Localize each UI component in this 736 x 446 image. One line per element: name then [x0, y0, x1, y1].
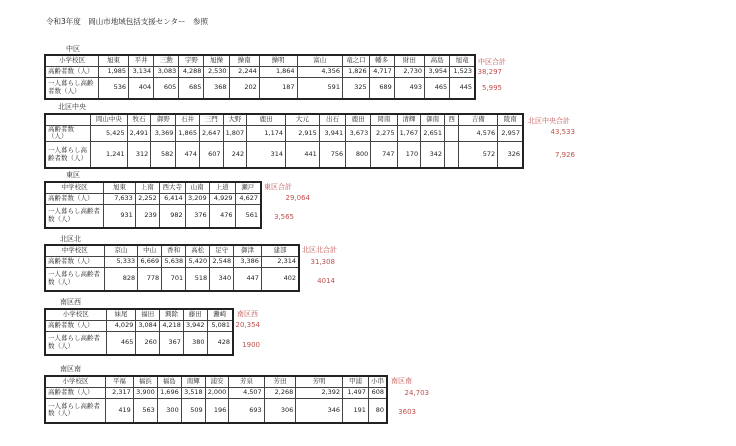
column-header: 中山: [138, 245, 162, 257]
cell-living-alone: 402: [261, 268, 299, 291]
cell-elderly: 5,420: [186, 257, 210, 268]
row-label-living-alone: 一人暮らし高齢者数（人）: [45, 399, 106, 423]
cell-elderly: 3,900: [133, 388, 157, 399]
cell-living-alone: 756: [319, 141, 345, 168]
row-label-living-alone: 一人暮らし高齢者数（人）: [45, 268, 104, 291]
cell-elderly: 6,414: [159, 194, 185, 205]
cell-living-alone: 607: [199, 141, 223, 168]
row-label-elderly: 高齢者数（人）: [45, 126, 91, 142]
column-header: 瀬戸: [235, 182, 261, 194]
cell-living-alone: 685: [179, 78, 204, 99]
row-label-living-alone: 一人暮らし高齢者数（人）: [45, 205, 104, 228]
table-row-living-alone: [45, 268, 299, 291]
column-header: 幡多: [369, 55, 394, 67]
cell-living-alone: 561: [235, 205, 261, 228]
cell-living-alone: 428: [207, 332, 233, 355]
total-label-minami-minami: 南区南: [391, 377, 412, 385]
cell-elderly: 4,288: [179, 67, 204, 78]
cell-elderly: 608: [368, 388, 387, 399]
total-row2-kita-chuo: 7,926: [554, 151, 575, 159]
column-header: 福島: [157, 376, 181, 388]
total-row1-kita-chuo: 43,533: [550, 128, 575, 136]
cell-elderly: 2,244: [229, 67, 259, 78]
cell-elderly: 2,651: [421, 126, 445, 142]
cell-living-alone: 476: [209, 205, 235, 228]
cell-elderly: 1,767: [397, 126, 421, 142]
cell-living-alone: 701: [162, 268, 186, 291]
cell-living-alone: 80: [368, 399, 387, 423]
total-row2-minami-nishi: 1900: [242, 341, 260, 349]
cell-elderly: 2,548: [210, 257, 234, 268]
cell-living-alone: 445: [450, 78, 475, 99]
cell-elderly: 1,826: [342, 67, 369, 78]
table-row-living-alone: [45, 78, 475, 99]
cell-living-alone: 239: [135, 205, 159, 228]
cell-elderly: 3,941: [319, 126, 345, 142]
table-row-living-alone: [45, 205, 261, 228]
table-header-row: [45, 114, 523, 126]
cell-living-alone: 982: [159, 205, 185, 228]
cell-living-alone: 368: [204, 78, 229, 99]
corner-cell: [45, 114, 91, 126]
cell-elderly: 4,627: [235, 194, 261, 205]
cell-living-alone: 518: [186, 268, 210, 291]
table-naka: [44, 54, 476, 100]
corner-cell: 小学校区: [45, 309, 106, 321]
cell-living-alone: 170: [397, 141, 421, 168]
total-label-minami-nishi: 南区西: [237, 310, 258, 318]
column-header: 上道: [209, 182, 235, 194]
table-header-row: [45, 245, 299, 257]
total-row2-minami-minami: 3603: [398, 408, 416, 416]
cell-elderly: 3,518: [181, 388, 205, 399]
table-kita-chuo: [44, 113, 524, 169]
cell-elderly: 2,000: [205, 388, 229, 399]
column-header: 岡南: [371, 114, 397, 126]
table-higashi: [44, 181, 262, 229]
column-header: 興除: [159, 309, 183, 321]
row-label-elderly: 高齢者数（人）: [45, 388, 106, 399]
cell-elderly: 4,356: [297, 67, 342, 78]
cell-elderly: 3,083: [154, 67, 179, 78]
cell-living-alone: 563: [133, 399, 157, 423]
table-header-row: [45, 182, 261, 194]
column-header: 京山: [104, 245, 138, 257]
cell-living-alone: 582: [151, 141, 176, 168]
cell-living-alone: 419: [106, 399, 134, 423]
total-row1-kita-kita: 31,308: [310, 258, 335, 266]
column-header: 出石: [319, 114, 345, 126]
cell-living-alone: 380: [183, 332, 207, 355]
column-header: 藤田: [183, 309, 207, 321]
column-header: 御南: [421, 114, 445, 126]
cell-living-alone: 778: [138, 268, 162, 291]
corner-cell: 小学校区: [45, 376, 106, 388]
cell-elderly: 3,942: [183, 321, 207, 332]
cell-living-alone: 340: [210, 268, 234, 291]
cell-living-alone: 325: [342, 78, 369, 99]
column-header: 三勲: [154, 55, 179, 67]
cell-living-alone: 376: [185, 205, 209, 228]
cell-living-alone: 202: [229, 78, 259, 99]
row-label-living-alone: 一人暮らし高齢者数（人）: [45, 78, 98, 99]
column-header: 御野: [151, 114, 176, 126]
cell-living-alone: 447: [234, 268, 262, 291]
column-header: 旭東: [104, 182, 136, 194]
cell-living-alone: 1,241: [91, 141, 128, 168]
corner-cell: 小学校区: [45, 55, 98, 67]
total-row1-higashi: 29,064: [285, 194, 310, 202]
row-label-elderly: 高齢者数（人）: [45, 257, 104, 268]
column-header: 富山: [297, 55, 342, 67]
document-title: 令和3年度 岡山市地域包括支援センター 参照: [46, 17, 208, 26]
cell-elderly: 1,497: [343, 388, 369, 399]
cell-living-alone: 187: [259, 78, 297, 99]
column-header: 竜之口: [342, 55, 369, 67]
cell-living-alone: 465: [425, 78, 450, 99]
cell-elderly: 5,638: [162, 257, 186, 268]
column-header: 芳明: [296, 376, 343, 388]
column-header: 旭竜: [450, 55, 475, 67]
table-header-row: [45, 55, 475, 67]
column-header: 福浜: [133, 376, 157, 388]
cell-elderly: 1,523: [450, 67, 475, 78]
cell-elderly: 4,717: [369, 67, 394, 78]
cell-elderly: 4,218: [159, 321, 183, 332]
column-header: 吉備: [459, 114, 498, 126]
column-header: 平井: [129, 55, 154, 67]
cell-living-alone: 509: [181, 399, 205, 423]
cell-elderly: 3,673: [346, 126, 371, 142]
cell-elderly: 2,647: [199, 126, 223, 142]
column-header: 鹿田: [247, 114, 286, 126]
total-row1-naka: 38,297: [477, 68, 502, 76]
table-minami-minami: [44, 375, 388, 424]
corner-cell: 中学校区: [45, 245, 104, 257]
table-row-elderly: [45, 67, 475, 78]
cell-living-alone: 342: [421, 141, 445, 168]
cell-living-alone: 306: [264, 399, 296, 423]
column-header: 宇野: [179, 55, 204, 67]
section-label-higashi: 東区: [66, 171, 80, 179]
table-row-elderly: [45, 388, 387, 399]
column-header: 鹿田: [346, 114, 371, 126]
column-header: 芳泉: [229, 376, 264, 388]
column-header: 陵南: [498, 114, 523, 126]
cell-elderly: 3,954: [425, 67, 450, 78]
column-header: 旭東: [98, 55, 128, 67]
cell-elderly: 2,530: [204, 67, 229, 78]
cell-elderly: 4,507: [229, 388, 264, 399]
total-label-higashi: 東区合計: [264, 183, 292, 191]
total-row2-higashi: 3,565: [273, 213, 294, 221]
cell-living-alone: 693: [229, 399, 264, 423]
section-label-minami-nishi: 南区西: [60, 298, 81, 306]
column-header: 足守: [210, 245, 234, 257]
table-row-elderly: [45, 194, 261, 205]
total-row1-minami-minami: 24,703: [404, 389, 429, 397]
cell-elderly: 1,696: [157, 388, 181, 399]
corner-cell: 中学校区: [45, 182, 104, 194]
total-row1-minami-nishi: 20,354: [235, 321, 260, 329]
cell-elderly: 3,084: [136, 321, 160, 332]
column-header: 西: [445, 114, 459, 126]
cell-elderly: 2,275: [371, 126, 397, 142]
cell-elderly: 5,081: [207, 321, 233, 332]
cell-elderly: 2,915: [285, 126, 319, 142]
cell-living-alone: 242: [223, 141, 247, 168]
cell-living-alone: 465: [106, 332, 136, 355]
cell-elderly: 3,134: [129, 67, 154, 78]
column-header: 浦安: [205, 376, 229, 388]
cell-living-alone: 689: [369, 78, 394, 99]
cell-elderly: 1,807: [223, 126, 247, 142]
column-header: 財田: [394, 55, 424, 67]
section-label-naka: 中区: [66, 45, 80, 53]
cell-living-alone: 312: [127, 141, 151, 168]
cell-living-alone: 800: [346, 141, 371, 168]
cell-living-alone: 326: [498, 141, 523, 168]
row-label-elderly: 高齢者数（人）: [45, 194, 104, 205]
total-row2-kita-kita: 4014: [317, 277, 335, 285]
cell-elderly: 4,576: [459, 126, 498, 142]
row-label-elderly: 高齢者数（人）: [45, 321, 106, 332]
cell-living-alone: 196: [205, 399, 229, 423]
column-header: 岡山中央: [91, 114, 128, 126]
column-header: 灘崎: [207, 309, 233, 321]
cell-elderly: 1,985: [98, 67, 128, 78]
table-row-elderly: [45, 126, 523, 142]
column-header: 平福: [106, 376, 134, 388]
cell-elderly: 6,669: [138, 257, 162, 268]
column-header: 山南: [185, 182, 209, 194]
total-row2-naka: 5,995: [481, 84, 502, 92]
cell-elderly: 1,864: [259, 67, 297, 78]
cell-elderly: 2,392: [296, 388, 343, 399]
total-label-kita-kita: 北区北合計: [302, 246, 337, 254]
cell-living-alone: 747: [371, 141, 397, 168]
cell-elderly: 1,174: [247, 126, 286, 142]
cell-elderly: [445, 126, 459, 142]
column-header: 芳田: [264, 376, 296, 388]
column-header: 南輝: [181, 376, 205, 388]
column-header: 操南: [229, 55, 259, 67]
cell-elderly: 2,314: [261, 257, 299, 268]
cell-living-alone: [445, 141, 459, 168]
cell-elderly: 2,957: [498, 126, 523, 142]
cell-elderly: 2,317: [106, 388, 134, 399]
table-header-row: [45, 376, 387, 388]
cell-living-alone: 300: [157, 399, 181, 423]
column-header: 清輝: [397, 114, 421, 126]
column-header: 福田: [136, 309, 160, 321]
cell-living-alone: 931: [104, 205, 136, 228]
column-header: 建部: [261, 245, 299, 257]
cell-living-alone: 605: [154, 78, 179, 99]
cell-living-alone: 367: [159, 332, 183, 355]
column-header: 石井: [176, 114, 200, 126]
column-header: 高松: [186, 245, 210, 257]
column-header: 妹尾: [106, 309, 136, 321]
cell-elderly: 5,333: [104, 257, 138, 268]
table-row-elderly: [45, 257, 299, 268]
table-kita-kita: [44, 244, 300, 292]
total-label-naka: 中区合計: [478, 58, 506, 66]
cell-elderly: 3,209: [185, 194, 209, 205]
section-label-kita-chuo: 北区中央: [58, 103, 86, 111]
cell-elderly: 2,730: [394, 67, 424, 78]
column-header: 御津: [234, 245, 262, 257]
column-header: 牧石: [127, 114, 151, 126]
row-label-living-alone: 一人暮らし高齢者数（人）: [45, 141, 91, 168]
cell-elderly: 3,369: [151, 126, 176, 142]
total-label-kita-chuo: 北区中央合計: [528, 117, 570, 125]
cell-living-alone: 314: [247, 141, 286, 168]
cell-living-alone: 260: [136, 332, 160, 355]
cell-elderly: 2,252: [135, 194, 159, 205]
column-header: 甲浦: [343, 376, 369, 388]
table-row-living-alone: [45, 141, 523, 168]
cell-elderly: 1,865: [176, 126, 200, 142]
cell-elderly: 2,491: [127, 126, 151, 142]
row-label-elderly: 高齢者数（人）: [45, 67, 98, 78]
column-header: 操明: [259, 55, 297, 67]
cell-elderly: 3,386: [234, 257, 262, 268]
cell-living-alone: 191: [343, 399, 369, 423]
cell-living-alone: 828: [104, 268, 138, 291]
cell-living-alone: 536: [98, 78, 128, 99]
cell-elderly: 5,425: [91, 126, 128, 142]
cell-elderly: 4,929: [209, 194, 235, 205]
column-header: 香和: [162, 245, 186, 257]
table-row-living-alone: [45, 399, 387, 423]
column-header: 上南: [135, 182, 159, 194]
column-header: 三門: [199, 114, 223, 126]
section-label-minami-minami: 南区南: [60, 365, 81, 373]
section-label-kita-kita: 北区北: [60, 235, 81, 243]
cell-living-alone: 404: [129, 78, 154, 99]
column-header: 大元: [285, 114, 319, 126]
column-header: 大野: [223, 114, 247, 126]
cell-elderly: 4,029: [106, 321, 136, 332]
table-header-row: [45, 309, 233, 321]
column-header: 旭操: [204, 55, 229, 67]
cell-living-alone: 591: [297, 78, 342, 99]
column-header: 小串: [368, 376, 387, 388]
cell-elderly: 2,268: [264, 388, 296, 399]
cell-living-alone: 572: [459, 141, 498, 168]
row-label-living-alone: 一人暮らし高齢者数（人）: [45, 332, 106, 355]
cell-living-alone: 474: [176, 141, 200, 168]
cell-living-alone: 441: [285, 141, 319, 168]
column-header: 高島: [425, 55, 450, 67]
column-header: 西大寺: [159, 182, 185, 194]
cell-living-alone: 346: [296, 399, 343, 423]
cell-elderly: 7,633: [104, 194, 136, 205]
cell-living-alone: 493: [394, 78, 424, 99]
